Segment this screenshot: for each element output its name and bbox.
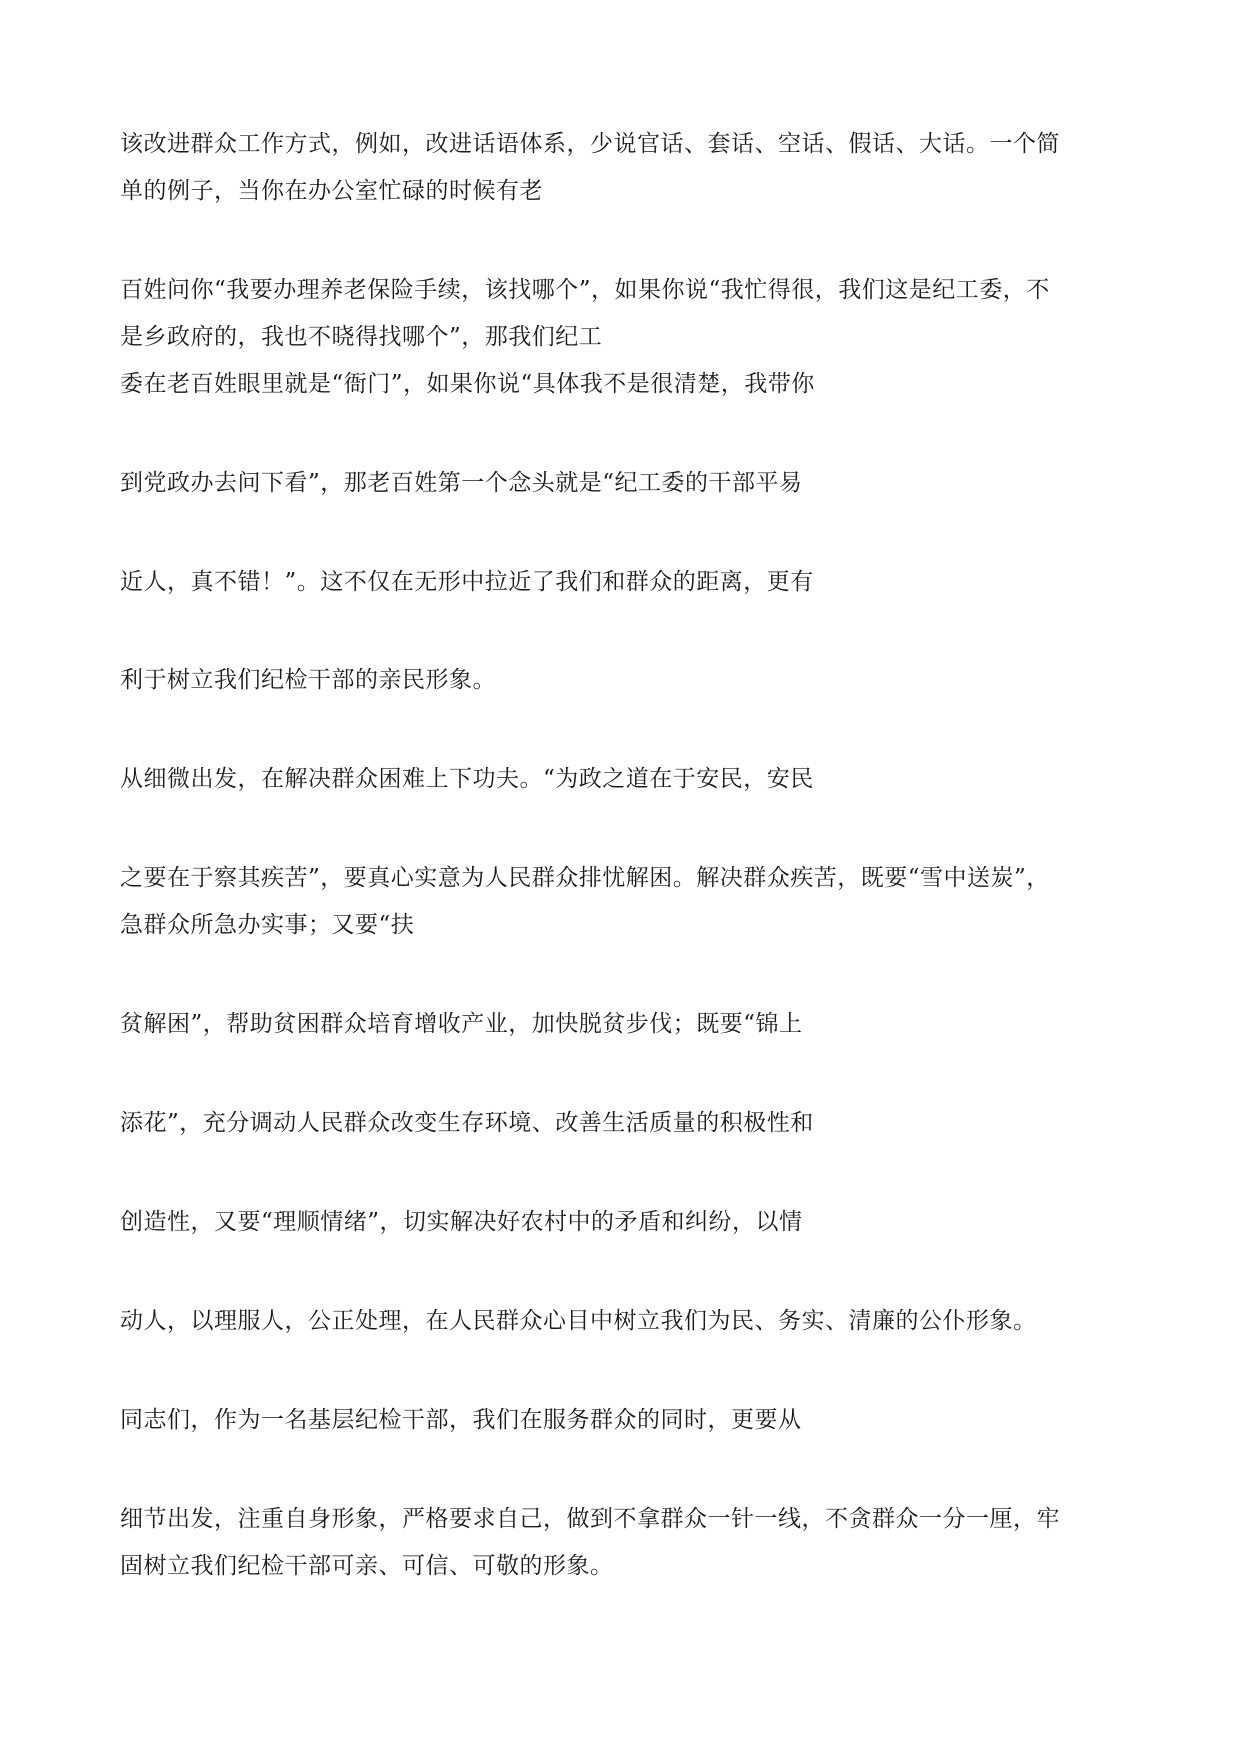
text-line-11: 急群众所急办实事；又要“扶 <box>120 912 415 938</box>
text-line-4: 是乡政府的，我也不晓得找哪个”，那我们纪工 <box>120 324 603 350</box>
text-line-6: 到党政办去问下看”，那老百姓第一个念头就是“纪工委的干部平易 <box>120 470 803 496</box>
text-line-18: 固树立我们纪检干部可亲、可信、可敬的形象。 <box>120 1553 614 1579</box>
text-line-10: 之要在于察其疾苦”，要真心实意为人民群众排忧解困。解决群众疾苦，既要“雪中送炭”， <box>120 865 1050 891</box>
text-line-16: 同志们，作为一名基层纪检干部，我们在服务群众的同时，更要从 <box>120 1407 802 1433</box>
text-line-13: 添花”，充分调动人民群众改变生存环境、改善生活质量的积极性和 <box>120 1110 814 1136</box>
text-line-12: 贫解困”，帮助贫困群众培育增收产业，加快脱贫步伐；既要“锦上 <box>120 1011 803 1037</box>
text-line-17: 细节出发，注重自身形象，严格要求自己，做到不拿群众一针一线，不贪群众一分一厘，牢 <box>120 1506 1060 1532</box>
text-line-7: 近人，真不错！”。这不仅在无形中拉近了我们和群众的距离，更有 <box>120 569 814 595</box>
text-line-1: 该改进群众工作方式，例如，改进话语体系，少说官话、套话、空话、假话、大话。一个简 <box>120 131 1060 157</box>
text-line-8: 利于树立我们纪检干部的亲民形象。 <box>120 667 496 693</box>
text-line-5: 委在老百姓眼里就是“衙门”，如果你说“具体我不是很清楚，我带你 <box>120 371 815 397</box>
text-line-3: 百姓问你“我要办理养老保险手续，该找哪个”，如果你说“我忙得很，我们这是纪工委，不 <box>120 277 1050 303</box>
text-line-2: 单的例子，当你在办公室忙碌的时候有老 <box>120 178 543 204</box>
text-line-14: 创造性，又要“理顺情绪”，切实解决好农村中的矛盾和纠纷，以情 <box>120 1209 803 1235</box>
text-line-9: 从细微出发，在解决群众困难上下功夫。“为政之道在于安民，安民 <box>120 766 814 792</box>
text-line-15: 动人，以理服人，公正处理，在人民群众心目中树立我们为民、务实、清廉的公仆形象。 <box>120 1308 1037 1334</box>
